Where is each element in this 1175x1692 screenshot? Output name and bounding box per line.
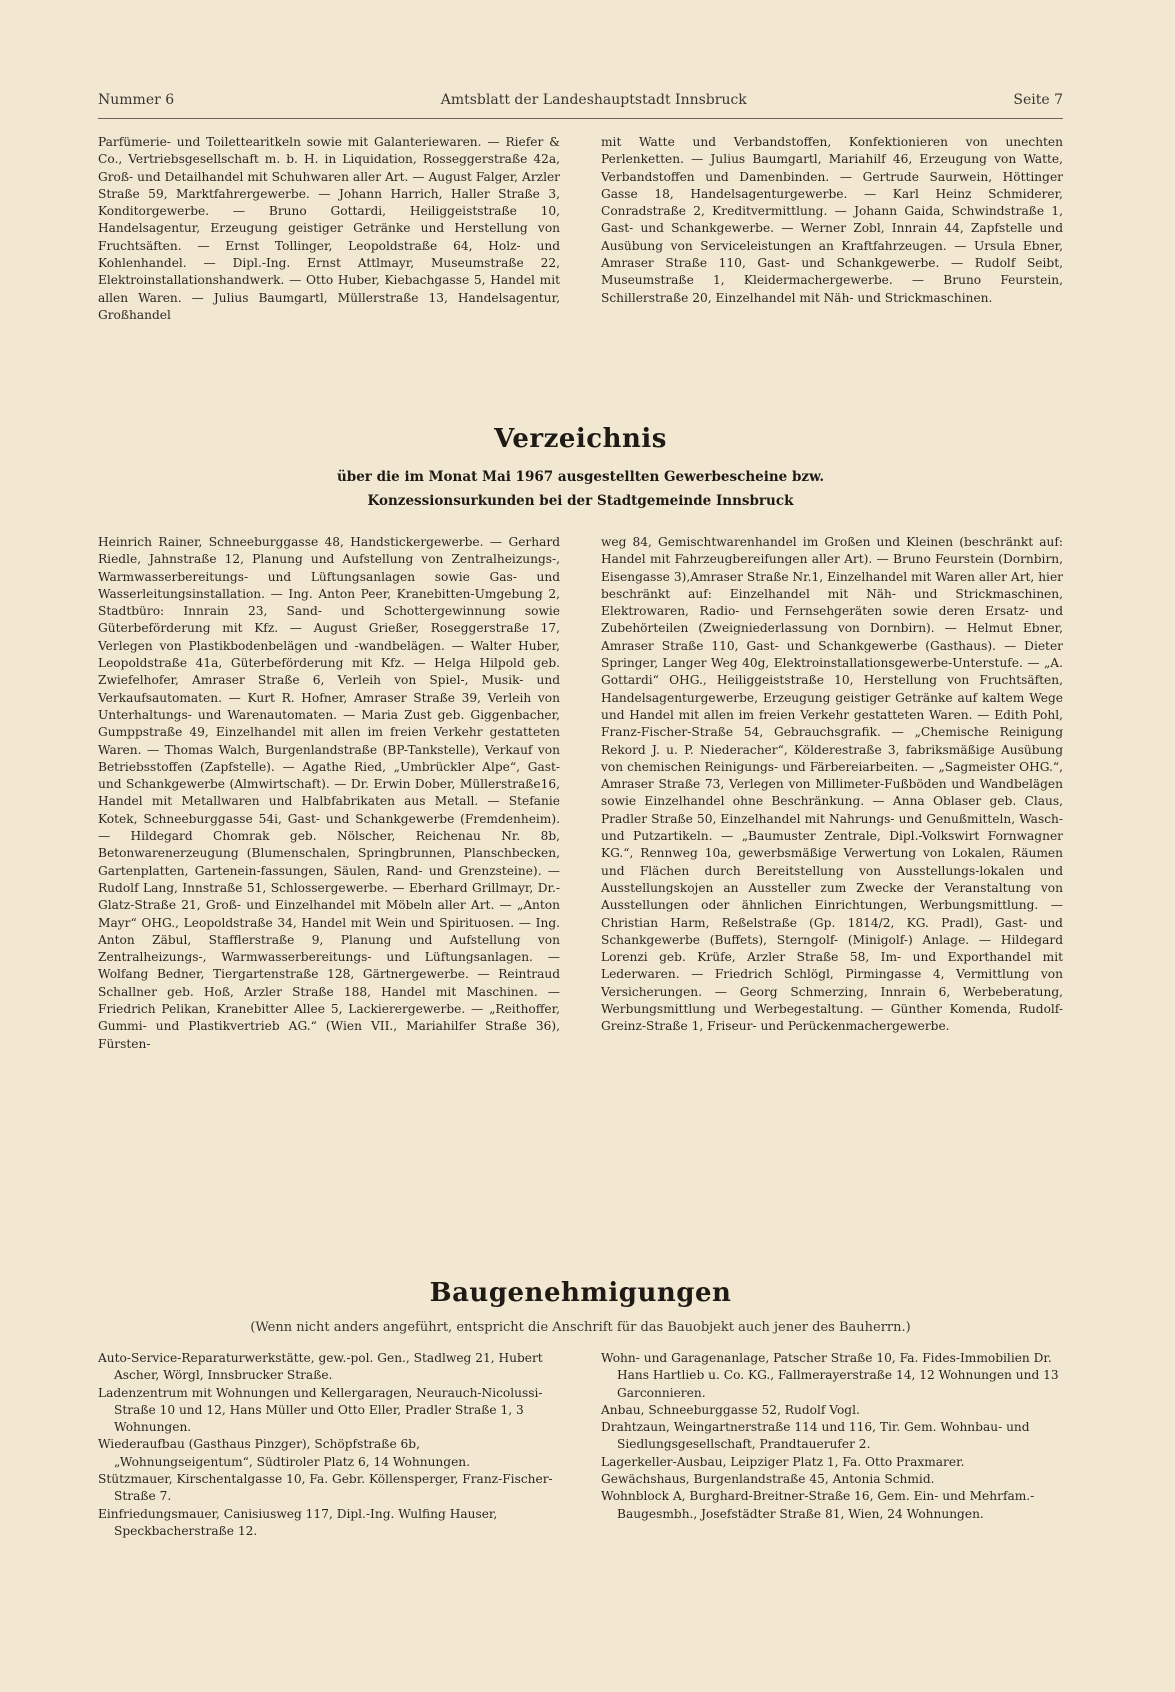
continuation-left-column xyxy=(98,134,560,324)
header-divider xyxy=(98,118,1063,119)
list-item: Stützmauer, Kirschentalgasse 10, Fa. Gebr. Köllensperger, Franz-Fischer-Straße 7. xyxy=(98,1472,553,1504)
list-item: Wohn- und Garagenanlage, Patscher Straße 10, Fa. Fides-Immobilien Dr. Hans Hartlieb u. Co. KG., Fallmerayerstraße 14, 12 Wohnungen und 13 Garconnieren. xyxy=(601,1351,1059,1400)
page-header xyxy=(98,92,1063,116)
list-item: Ladenzentrum mit Wohnungen und Kellergaragen, Neurauch-Nicolussi-Straße 10 und 12, Hans Müller und Otto Eller, Pradler Straße 1, 3 Wohnungen. xyxy=(98,1385,543,1435)
list-item: Wiederaufbau (Gasthaus Pinzger), Schöpfstraße 6b, „Wohnungseigentum“, Südtiroler Platz 6, 14 Wohnungen. xyxy=(98,1437,471,1469)
verzeichnis-left-column xyxy=(98,534,560,1053)
list-item: Einfriedungsmauer, Canisiusweg 117, Dipl.-Ing. Wulfing Hauser, Speckbacherstraße 12. xyxy=(98,1506,498,1538)
list-item: Drahtzaun, Weingartnerstraße 114 und 116, Tir. Gem. Wohnbau- und Siedlungsgesellschaft, Prandtauerufer 2. xyxy=(601,1420,1030,1452)
continuation-section xyxy=(98,134,1063,324)
baugenehmigungen-right-column xyxy=(601,1350,1063,1540)
page-number: Seite 7 xyxy=(1013,92,1063,108)
verzeichnis-subheading-2: Konzessionsurkunden bei der Stadtgemeinde Innsbruck xyxy=(367,493,794,509)
verzeichnis-right-column xyxy=(601,534,1063,1053)
list-item: Auto-Service-Reparaturwerkstätte, gew.-pol. Gen., Stadlweg 21, Hubert Ascher, Wörgl, Innsbrucker Straße. xyxy=(98,1351,543,1383)
verzeichnis-left-text: Heinrich Rainer, Schneeburggasse 48, Handstickergewerbe. — Gerhard Riedle, Jahnstraße 12, Planung und Aufstellung von Zentralheizungs-, Warmwasserbereitungs- und Lüftungsanlagen sowie Gas- und Wasserleitungsinstallation. — Ing. Anton Peer, Kranebitten-Umgebung 2, Stadtbüro: Innrain 23, Sand- und Schottergewinnung sowie Güterbeförderung mit Kfz. — August Grießer, Roseggerstraße 17, Verlegen von Plastikbodenbelägen und -wandbelägen. — Walter Huber, Leopoldstraße 41a, Güterbeförderung mit Kfz. — Helga Hilpold geb. Zwiefelhofer, Amraser Straße 6, Verleih von Spiel-, Musik- und Verkaufsautomaten. — Kurt R. Hofner, Amraser Straße 39, Verleih von Unterhaltungs- und Warenautomaten. — Maria Zust geb. Giggenbacher, Gumppstraße 49, Einzelhandel mit allen im freien Verkehr gestatteten Waren. — Thomas Walch, Burgenlandstraße (BP-Tankstelle), Verkauf von Betriebsstoffen (Zapfstelle). — Agathe Ried, „Umbrückler Alpe“, Gast- und Schankgewerbe (Almwirtschaft). — Dr. Erwin Dober, Müllerstraße16, Handel mit Metallwaren und Halbfabrikaten aus Metall. — Stefanie Kotek, Schneeburggasse 54i, Gast- und Schankgewerbe (Fremdenheim). — Hildegard Chomrak geb. Nölscher, Reichenau Nr. 8b, Betonwarenerzeugung (Blumenschalen, Springbrunnen, Planschbecken, Gartenplatten, Gartenein-fassungen, Säulen, Rand- und Grenzsteine). — Rudolf Lang, Innstraße 51, Schlossergewerbe. — Eberhard Grillmayr, Dr.-Glatz-Straße 21, Groß- und Einzelhandel mit Möbeln aller Art. — „Anton Mayr“ OHG., Leopoldstraße 34, Handel mit Wein und Spirituosen. — Ing. Anton Zäbul, Stafflerstraße 9, Planung und Aufstellung von Zentralheizungs-, Warmwasserbereitungs- und Lüftungsanlagen. — Wolfang Bedner, Tiergartenstraße 128, Gärtnergewerbe. — Reintraud Schallner geb. Hoß, Arzler Straße 188, Handel mit Maschinen. — Friedrich Pelikan, Kranebitter Allee 5, Lackierergewerbe. — „Reithoffer, Gummi- und Plastikvertrieb AG.“ (Wien VII., Mariahilfer Straße 36), Fürsten- xyxy=(98,535,560,1051)
baugenehmigungen-note: (Wenn nicht anders angeführt, entspricht die Anschrift für das Bauobjekt auch jener des Bauherrn.) xyxy=(250,1320,911,1335)
publication-title: Amtsblatt der Landeshauptstadt Innsbruck xyxy=(440,92,747,108)
verzeichnis-section xyxy=(98,534,1063,1053)
continuation-left-text: Parfümerie- und Toilettearitkeln sowie mit Galanteriewaren. — Riefer & Co., Vertriebsgesellschaft m. b. H. in Liquidation, Rosseggerstraße 42a, Groß- und Detailhandel mit Schuhwaren aller Art. — August Falger, Arzler Straße 59, Marktfahrergewerbe. — Johann Harrich, Haller Straße 3, Konditorgewerbe. — Bruno Gottardi, Heiliggeiststraße 10, Handelsagentur, Erzeugung geistiger Getränke und Herstellung von Fruchtsäften. — Ernst Tollinger, Leopoldstraße 64, Holz- und Kohlenhandel. — Dipl.-Ing. Ernst Attlmayr, Museumstraße 22, Elektroinstallationshandwerk. — Otto Huber, Kiebachgasse 5, Handel mit allen Waren. — Julius Baumgartl, Müllerstraße 13, Handelsagentur, Großhandel xyxy=(98,135,560,322)
list-item: Wohnblock A, Burghard-Breitner-Straße 16, Gem. Ein- und Mehrfam.-Baugesmbh., Josefstädter Straße 81, Wien, 24 Wohnungen. xyxy=(601,1489,1035,1521)
continuation-right-text: mit Watte und Verbandstoffen, Konfektionieren von unechten Perlenketten. — Julius Baumgartl, Mariahilf 46, Erzeugung von Watte, Verbandstoffen und Damenbinden. — Gertrude Saurwein, Höttinger Gasse 18, Handelsagenturgewerbe. — Karl Heinz Schmiderer, Conradstraße 2, Kreditvermittlung. — Johann Gaida, Schwindstraße 1, Gast- und Schankgewerbe. — Werner Zobl, Innrain 44, Zapfstelle und Ausübung von Serviceleistungen an Kraftfahrzeugen. — Ursula Ebner, Amraser Straße 110, Gast- und Schankgewerbe. — Rudolf Seibt, Museumstraße 1, Kleidermachergewerbe. — Bruno Feurstein, Schillerstraße 20, Einzelhandel mit Näh- und Strickmaschinen. xyxy=(601,135,1063,305)
issue-number: Nummer 6 xyxy=(98,92,175,108)
baugenehmigungen-heading: Baugenehmigungen xyxy=(429,1278,732,1308)
list-item: Anbau, Schneeburggasse 52, Rudolf Vogl. xyxy=(601,1402,860,1417)
continuation-right-column xyxy=(601,134,1063,324)
list-item: Lagerkeller-Ausbau, Leipziger Platz 1, Fa. Otto Praxmarer. xyxy=(601,1454,965,1469)
list-item: Gewächshaus, Burgenlandstraße 45, Antonia Schmid. xyxy=(601,1472,935,1487)
baugenehmigungen-left-column xyxy=(98,1350,560,1540)
baugenehmigungen-section xyxy=(98,1350,1063,1540)
verzeichnis-right-text: weg 84, Gemischtwarenhandel im Großen und Kleinen (beschränkt auf: Handel mit Fahrzeugbereifungen aller Art). — Bruno Feurstein (Dornbirn, Eisengasse 3),Amraser Straße Nr.1, Einzelhandel mit Waren aller Art, hier beschränkt auf: Einzelhandel mit Näh- und Strickmaschinen, Elektrowaren, Radio- und Fernsehgeräten sowie deren Ersatz- und Zubehörteilen (Zweigniederlassung von Dornbirn). — Helmut Ebner, Amraser Straße 110, Gast- und Schankgewerbe (Gasthaus). — Dieter Springer, Langer Weg 40g, Elektroinstallationsgewerbe-Unterstufe. — „A. Gottardi“ OHG., Heiliggeiststraße 10, Herstellung von Fruchtsäften, Handelsagenturgewerbe, Erzeugung geistiger Getränke auf kaltem Wege und Handel mit allen im freien Verkehr gestatteten Waren. — Edith Pohl, Franz-Fischer-Straße 54, Gebrauchsgrafik. — „Chemische Reinigung Rekord J. u. P. Niederacher“, Kölderestraße 3, fabriksmäßige Ausübung von chemischen Reinigungs- und Färbereiarbeiten. — „Sagmeister OHG.“, Amraser Straße 73, Verlegen von Millimeter-Fußböden und Wandbelägen sowie Einzelhandel ohne Beschränkung. — Anna Oblaser geb. Claus, Pradler Straße 50, Einzelhandel mit Nahrungs- und Genußmitteln, Wasch- und Putzartikeln. — „Baumuster Zentrale, Dipl.-Volkswirt Fornwagner KG.“, Rennweg 10a, gewerbsmäßige Verwertung von Lokalen, Räumen und Flächen durch Bereitstellung von Ausstellungs-lokalen und Ausstellungskojen an Aussteller zum Zwecke der Veranstaltung von Ausstellungen oder ähnlichen Einrichtungen, Werbungsmittlung. — Christian Harm, Reßelstraße (Gp. 1814/2, KG. Pradl), Gast- und Schankgewerbe (Buffets), Sterngolf- (Minigolf-) Anlage. — Hildegard Lorenzi geb. Krüfe, Arzler Straße 58, Im- und Exporthandel mit Lederwaren. — Friedrich Schlögl, Pirmingasse 4, Vermittlung von Versicherungen. — Georg Schmerzing, Innrain 6, Werbeberatung, Werbungsmittlung und Werbegestaltung. — Günther Komenda, Rudolf-Greinz-Straße 1, Friseur- und Perückenmachergewerbe. xyxy=(601,535,1063,1034)
verzeichnis-subheading-1: über die im Monat Mai 1967 ausgestellten Gewerbescheine bzw. xyxy=(336,469,825,485)
verzeichnis-heading: Verzeichnis xyxy=(494,424,667,454)
